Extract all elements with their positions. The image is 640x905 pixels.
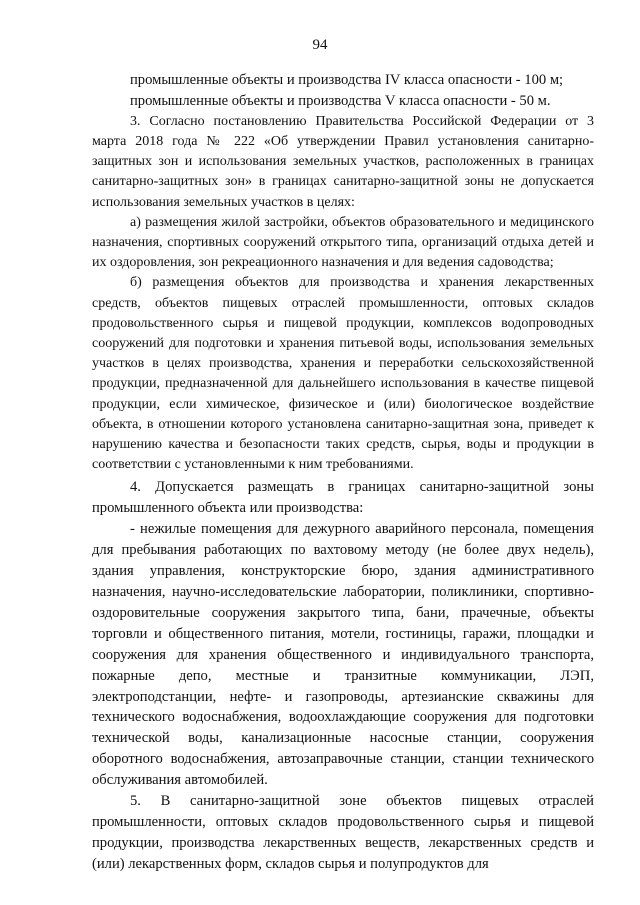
document-body [92,70,594,875]
paragraph-class-v: промышленные объекты и производства V класса опасности - 50 м. [130,92,551,109]
paragraph-4: 4. Допускается размещать в границах санитарно-защитной зоны промышленного объекта или производства: [92,479,594,517]
paragraph-3b: б) размещения объектов для производства и хранения лекарственных средств, объектов пищевых отраслей промышленности, оптовых складов продовольственного сырья и пищевой продукции, комплексов водопроводных сооружений для подготовки и хранения питьевой воды, использования земельных участков в целях производства, хранения и переработки сельскохозяйственной продукции, предназначенной для дальнейшего использования в качестве пищевой продукции, если химическое, физическое и (или) биологическое воздействие объекта, в отношении которого установлена санитарно-защитная зона, приведет к нарушению качества и безопасности таких средств, сырья, воды и продукции в соответствии с установленными к ним требованиями. [92,275,594,473]
paragraph-4-list: - нежилые помещения для дежурного аварийного персонала, помещения для пребывания работающих по вахтовому методу (не более двух недель), здания управления, конструкторские бюро, здания административного назначения, научно-исследовательские лаборатории, поликлиники, спортивно-оздоровительные сооружения закрытого типа, бани, прачечные, объекты торговли и общественного питания, мотели, гостиницы, гаражи, площадки и сооружения для хранения общественного и индивидуального транспорта, пожарные депо, местные и транзитные коммуникации, ЛЭП, электроподстанции, нефте- и газопроводы, артезианские скважины для технического водоснабжения, водоохлаждающие сооружения для подготовки технической воды, канализационные насосные станции, сооружения оборотного водоснабжения, автозаправочные станции, станции технического обслуживания автомобилей. [92,521,594,789]
paragraph-5: 5. В санитарно-защитной зоне объектов пищевых отраслей промышленности, оптовых складов продовольственного сырья и пищевой продукции, производства лекарственных веществ, лекарственных средств и (или) лекарственных форм, складов сырья и полупродуктов для [92,793,594,872]
paragraph-3a: а) размещения жилой застройки, объектов образовательного и медицинского назначения, спортивных сооружений открытого типа, организаций отдыха детей и их оздоровления, зон рекреационного назначения и для ведения садоводства; [92,214,594,271]
paragraph-class-iv: промышленные объекты и производства IV класса опасности - 100 м; [130,72,564,88]
paragraph-3: 3. Согласно постановлению Правительства Российской Федерации от 3 марта 2018 года № 222 «Об утверждении Правил установления санитарно-защитных зон и использования земельных участков, расположенных в границах санитарно-защитных зон» в границах санитарно-защитной зоны не допускается использования земельных участков в целях: [92,113,594,210]
page-number: 94 [312,37,328,53]
